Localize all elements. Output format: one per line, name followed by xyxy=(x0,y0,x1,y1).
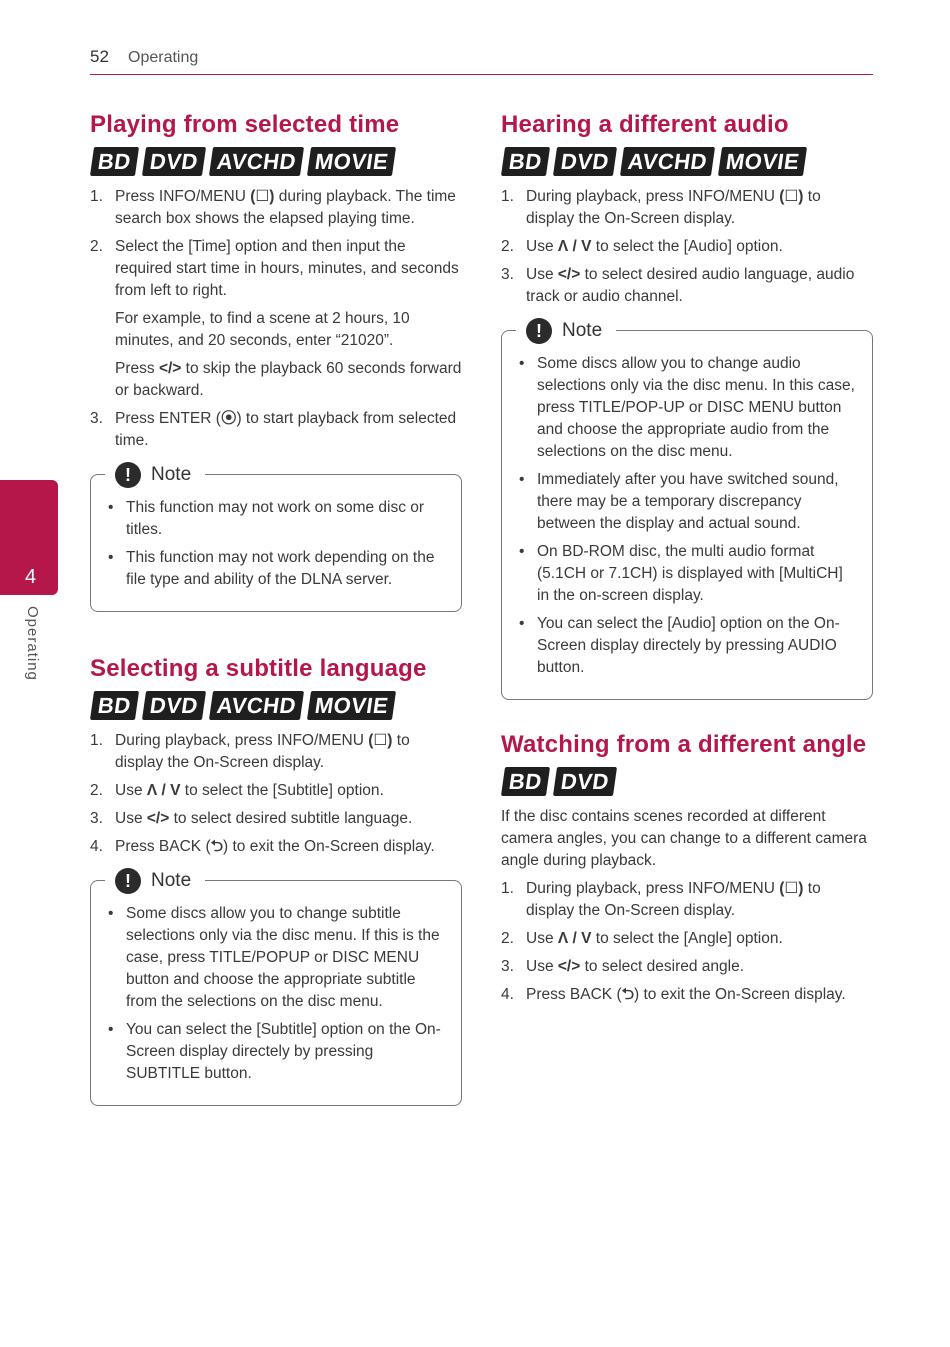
badge-bd: BD xyxy=(90,691,139,720)
section-audio xyxy=(501,108,873,700)
info-menu-icon: (☐) xyxy=(250,188,275,205)
disc-badges xyxy=(92,691,462,720)
section-subtitle xyxy=(90,652,462,1106)
note-item: • Some discs allow you to change audio selections only via the disc menu. In this case, press TITLE/POP-UP or DISC MENU button and choose the appropriate audio from the selections on the disc menu. xyxy=(516,353,858,463)
section-selected-time xyxy=(90,108,462,612)
badge-avchd: AVCHD xyxy=(209,147,304,176)
info-menu-icon: (☐) xyxy=(368,732,393,749)
note-list xyxy=(516,353,858,679)
step-item: 1. Press INFO/MENU (☐) during playback. The time search box shows the elapsed playing time. xyxy=(90,188,456,227)
note-list xyxy=(105,497,447,591)
page-number: 52 xyxy=(90,47,109,66)
step-item: 1. During playback, press INFO/MENU (☐) to display the On-Screen display. xyxy=(501,188,821,227)
badge-movie: MOVIE xyxy=(718,147,807,176)
badge-movie: MOVIE xyxy=(307,691,396,720)
steps-list xyxy=(90,730,462,858)
badge-bd: BD xyxy=(501,767,550,796)
note-header xyxy=(516,316,616,346)
step-item: 3. Use </> to select desired angle. xyxy=(501,958,745,975)
note-item: • You can select the [Audio] option on the On-Screen display directely by pressing AUDIO button. xyxy=(516,613,858,679)
note-box xyxy=(90,870,462,1106)
steps-list xyxy=(501,186,873,308)
badge-movie: MOVIE xyxy=(307,147,396,176)
chapter-label: Operating xyxy=(24,606,41,681)
badge-dvd: DVD xyxy=(142,691,206,720)
note-box xyxy=(501,320,873,700)
step-item: 1. During playback, press INFO/MENU (☐) to display the On-Screen display. xyxy=(90,732,410,771)
note-item: • This function may not work depending on the file type and ability of the DLNA server. xyxy=(105,547,447,591)
step-skip-hint: Press </> to skip the playback 60 seconds forward or backward. xyxy=(115,360,462,399)
left-right-arrows-icon: </> xyxy=(557,958,581,975)
note-title: Note xyxy=(151,870,192,891)
note-title: Note xyxy=(151,464,192,485)
note-item: • Immediately after you have switched sound, there may be a temporary discrepancy between the display and actual sound. xyxy=(516,469,858,535)
steps-list xyxy=(501,878,873,1006)
right-column xyxy=(501,108,873,1012)
section-title: Selecting a subtitle language xyxy=(90,655,427,682)
step-item: 2. Use Λ / V to select the [Audio] option. xyxy=(501,238,783,255)
back-icon: ⮌ xyxy=(621,986,635,1003)
up-down-arrows-icon: Λ / V xyxy=(146,782,181,799)
exclamation-icon: ! xyxy=(115,462,141,488)
step-item: 2. Select the [Time] option and then input the required start time in hours, minutes, and seconds from left to right. For example, to find a scene at 2 hours, 10 minutes, and 20 seconds, enter “21020”. Press </> to skip the playback 60 seconds forward or backward. xyxy=(90,236,462,402)
left-right-arrows-icon: </> xyxy=(146,810,170,827)
note-item: • Some discs allow you to change subtitle selections only via the disc menu. If this is the case, press TITLE/POPUP or DISC MENU button and choose the appropriate subtitle from the selections on the disc menu. xyxy=(105,903,447,1013)
note-item: • On BD-ROM disc, the multi audio format (5.1CH or 7.1CH) is displayed with [MultiCH] in the on-screen display. xyxy=(516,541,858,607)
step-item: 2. Use Λ / V to select the [Subtitle] option. xyxy=(90,782,384,799)
badge-avchd: AVCHD xyxy=(209,691,304,720)
step-item: 4. Press BACK (⮌) to exit the On-Screen display. xyxy=(501,986,846,1003)
up-down-arrows-icon: Λ / V xyxy=(557,238,592,255)
page-header xyxy=(90,46,873,75)
exclamation-icon: ! xyxy=(115,868,141,894)
section-title: Watching from a different angle xyxy=(501,731,867,758)
note-title: Note xyxy=(562,320,603,341)
step-item: 3. Use </> to select desired audio language, audio track or audio channel. xyxy=(501,266,855,305)
section-angle xyxy=(501,728,873,1006)
note-header xyxy=(105,866,205,896)
step-item: 3. Use </> to select desired subtitle language. xyxy=(90,810,413,827)
badge-avchd: AVCHD xyxy=(620,147,715,176)
up-down-arrows-icon: Λ / V xyxy=(557,930,592,947)
step-item: 3. Press ENTER (⦿) to start playback from selected time. xyxy=(90,410,457,449)
badge-bd: BD xyxy=(90,147,139,176)
left-column xyxy=(90,108,462,1106)
badge-dvd: DVD xyxy=(142,147,206,176)
note-item: • You can select the [Subtitle] option on the On-Screen display directely by pressing SUBTITLE button. xyxy=(105,1019,447,1085)
header-section-label: Operating xyxy=(128,49,199,66)
enter-icon: ⦿ xyxy=(220,410,237,427)
note-item: • This function may not work on some disc or titles. xyxy=(105,497,447,541)
info-menu-icon: (☐) xyxy=(779,188,804,205)
section-title: Hearing a different audio xyxy=(501,111,789,138)
badge-dvd: DVD xyxy=(553,147,617,176)
left-right-arrows-icon: </> xyxy=(158,360,182,377)
note-header xyxy=(105,460,205,490)
back-icon: ⮌ xyxy=(210,838,224,855)
badge-dvd: DVD xyxy=(553,767,617,796)
disc-badges xyxy=(92,147,462,176)
info-menu-icon: (☐) xyxy=(779,880,804,897)
step-item: 4. Press BACK (⮌) to exit the On-Screen display. xyxy=(90,838,435,855)
badge-bd: BD xyxy=(501,147,550,176)
note-box xyxy=(90,464,462,612)
chapter-tab xyxy=(0,480,58,595)
note-list xyxy=(105,903,447,1085)
step-item: 1. During playback, press INFO/MENU (☐) to display the On-Screen display. xyxy=(501,880,821,919)
left-right-arrows-icon: </> xyxy=(557,266,581,283)
step-example: For example, to find a scene at 2 hours, 10 minutes, and 20 seconds, enter “21020”. xyxy=(115,310,410,349)
step-item: 2. Use Λ / V to select the [Angle] option. xyxy=(501,930,783,947)
disc-badges xyxy=(503,767,873,796)
chapter-number: 4 xyxy=(25,566,37,588)
section-intro: If the disc contains scenes recorded at different camera angles, you can change to a different camera angle during playback. xyxy=(501,808,867,869)
section-title: Playing from selected time xyxy=(90,111,400,138)
disc-badges xyxy=(503,147,873,176)
steps-list xyxy=(90,186,462,452)
exclamation-icon: ! xyxy=(526,318,552,344)
